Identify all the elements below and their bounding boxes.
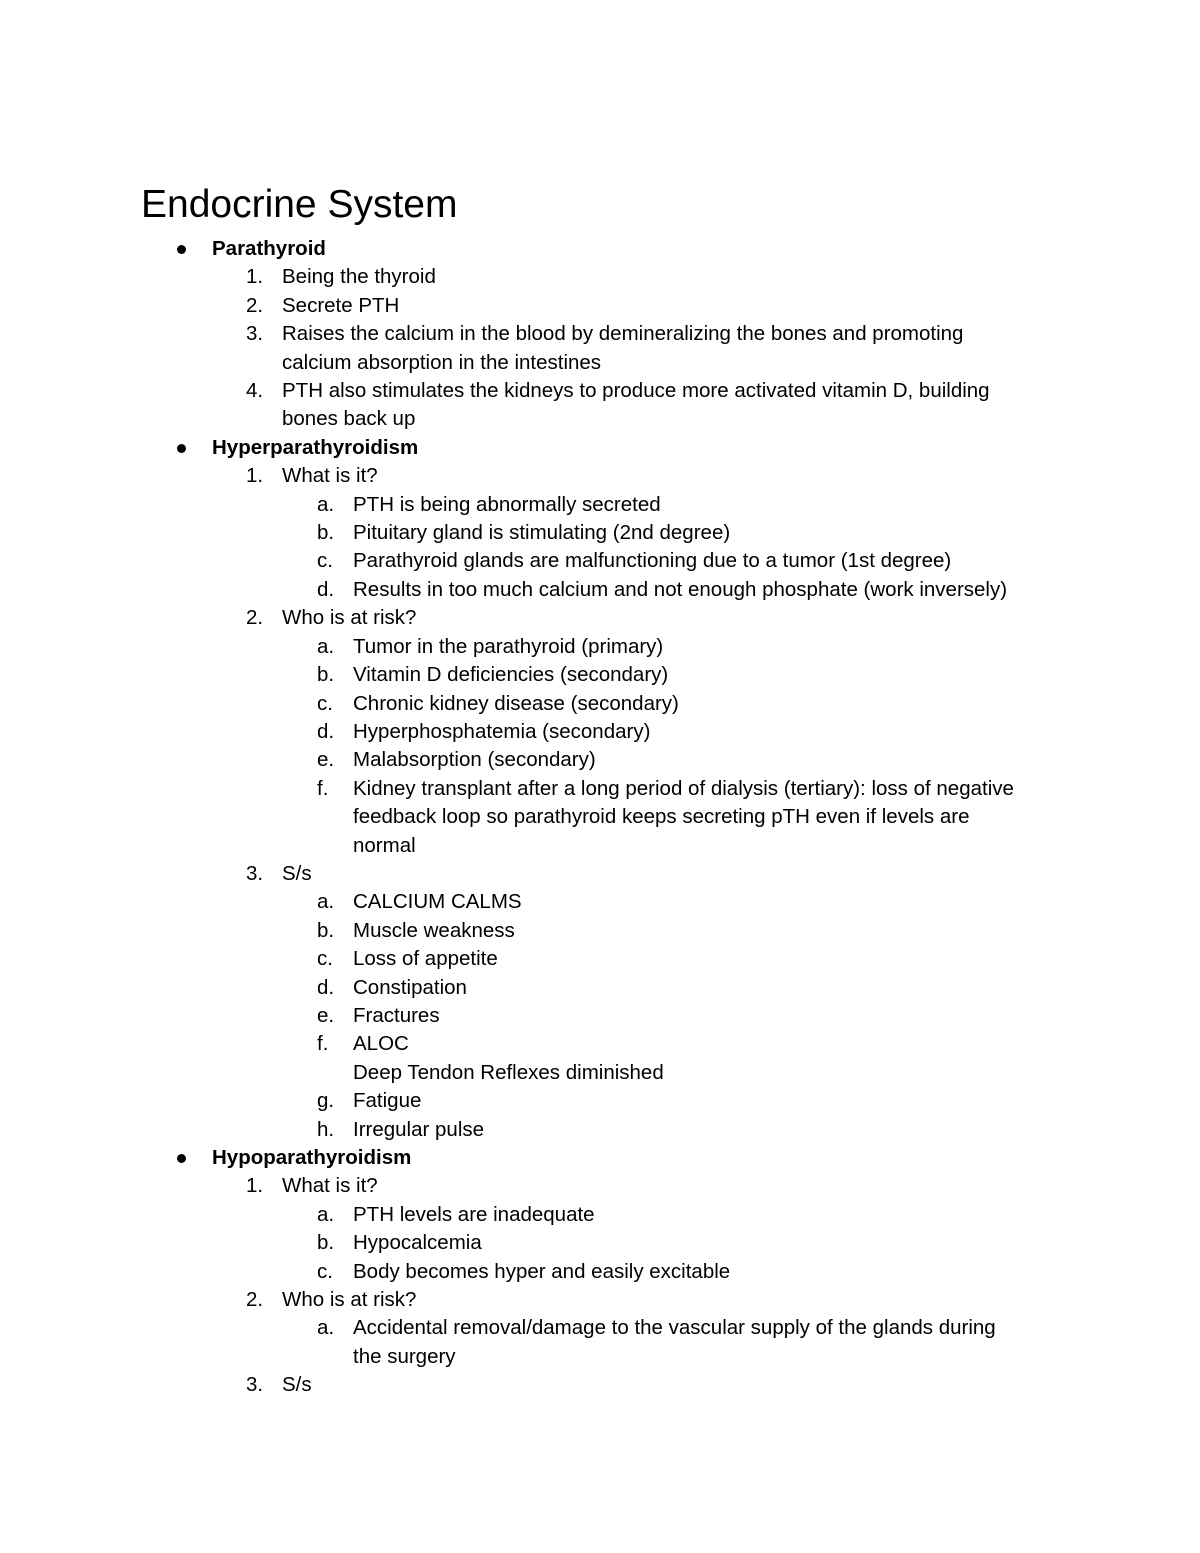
sub-list-item-line [0, 917, 1200, 945]
sub-list-item [0, 1314, 1200, 1371]
list-letter: h. [317, 1117, 335, 1141]
sub-list-item-text: feedback loop so parathyroid keeps secreting pTH even if levels are [353, 805, 970, 829]
list-item [0, 292, 1200, 320]
sub-list-item-line [0, 491, 1200, 519]
list-letter: b. [317, 918, 335, 942]
numbered-list [0, 462, 1200, 1144]
section-list [0, 235, 1200, 1400]
sub-list-item-line [0, 803, 1200, 831]
sub-list-item-line [0, 718, 1200, 746]
sub-list-item [0, 491, 1200, 519]
list-item [0, 320, 1200, 377]
sub-list-item [0, 917, 1200, 945]
list-item [0, 1371, 1200, 1399]
sub-list-item-text: Results in too much calcium and not enough phosphate (work inversely) [353, 577, 1008, 601]
bullet-icon [177, 444, 186, 453]
list-number: 3. [246, 1373, 264, 1397]
list-number: 4. [246, 379, 264, 403]
list-letter: c. [317, 947, 333, 971]
sub-list-item [0, 1030, 1200, 1087]
section [0, 235, 1200, 434]
list-letter: a. [317, 492, 335, 516]
sub-list-item-line [0, 1343, 1200, 1371]
list-number: 1. [246, 464, 264, 488]
section-heading [0, 434, 1200, 462]
list-letter: e. [317, 748, 335, 772]
list-item-line [0, 1172, 1200, 1200]
bullet-icon [177, 245, 186, 254]
sub-list-item-text: Tumor in the parathyroid (primary) [353, 634, 664, 658]
sub-list-item-text: Chronic kidney disease (secondary) [353, 691, 679, 715]
sub-list-item-text: Vitamin D deficiencies (secondary) [353, 663, 669, 687]
list-item [0, 263, 1200, 291]
sub-list-item-line [0, 1201, 1200, 1229]
list-letter: a. [317, 890, 335, 914]
list-item-line [0, 1286, 1200, 1314]
sub-list-item-line [0, 888, 1200, 916]
sub-list-item-text: CALCIUM CALMS [353, 890, 522, 914]
list-number: 1. [246, 265, 264, 289]
sub-list-item-line [0, 576, 1200, 604]
sub-list-item-text: the surgery [353, 1344, 456, 1368]
sub-list-item-text: Constipation [353, 975, 467, 999]
sub-list-item [0, 1002, 1200, 1030]
sub-list-item-text: Body becomes hyper and easily excitable [353, 1259, 731, 1283]
sub-list-item [0, 1229, 1200, 1257]
sub-list-item-text: Loss of appetite [353, 947, 498, 971]
section-heading-text: Parathyroid [212, 237, 326, 260]
sub-list-item-text: Hypocalcemia [353, 1231, 482, 1255]
list-item-line [0, 263, 1200, 291]
sub-list-item [0, 576, 1200, 604]
sub-list-item [0, 1258, 1200, 1286]
sub-list-item [0, 690, 1200, 718]
sub-list-item-line [0, 1116, 1200, 1144]
list-item-line [0, 462, 1200, 490]
list-letter: g. [317, 1089, 335, 1113]
sub-list-item-line [0, 974, 1200, 1002]
sub-list-item [0, 633, 1200, 661]
sub-list-item-line [0, 775, 1200, 803]
list-item-line [0, 405, 1200, 433]
list-item-text: What is it? [282, 1174, 378, 1198]
list-number: 2. [246, 1288, 264, 1312]
list-item [0, 377, 1200, 434]
lettered-list [0, 491, 1200, 605]
sub-list-item-line [0, 633, 1200, 661]
list-letter: b. [317, 663, 335, 687]
lettered-list [0, 1201, 1200, 1286]
list-item-text: S/s [282, 1373, 312, 1397]
sub-list-item-line [0, 547, 1200, 575]
list-letter: f. [317, 776, 329, 800]
sub-list-item-line [0, 945, 1200, 973]
sub-list-item-text: ALOC [353, 1032, 409, 1056]
list-item-line [0, 292, 1200, 320]
list-number: 2. [246, 293, 264, 317]
list-item-text: Being the thyroid [282, 265, 436, 289]
sub-list-item [0, 1201, 1200, 1229]
list-item [0, 604, 1200, 860]
section [0, 434, 1200, 1144]
section-heading [0, 235, 1200, 263]
list-letter: b. [317, 1231, 335, 1255]
numbered-list [0, 1172, 1200, 1399]
list-item-text: Secrete PTH [282, 293, 400, 317]
sub-list-item-text: Pituitary gland is stimulating (2nd degree) [353, 521, 731, 545]
section-heading-text: Hypoparathyroidism [212, 1146, 412, 1169]
list-item-text: Who is at risk? [282, 1288, 417, 1312]
sub-list-item [0, 1087, 1200, 1115]
section-heading [0, 1144, 1200, 1172]
sub-list-item [0, 547, 1200, 575]
sub-list-item-line [0, 690, 1200, 718]
list-letter: c. [317, 1259, 333, 1283]
list-number: 1. [246, 1174, 264, 1198]
list-item [0, 860, 1200, 1144]
list-letter: a. [317, 634, 335, 658]
page-title: Endocrine System [141, 183, 458, 226]
sub-list-item-text: Malabsorption (secondary) [353, 748, 596, 772]
sub-list-item-line [0, 1314, 1200, 1342]
list-item-line [0, 1371, 1200, 1399]
list-item-text: S/s [282, 861, 312, 885]
list-item-line [0, 377, 1200, 405]
sub-list-item-text: normal [353, 833, 416, 857]
list-letter: d. [317, 975, 335, 999]
list-letter: f. [317, 1032, 329, 1056]
list-item-text: Who is at risk? [282, 606, 417, 630]
list-item-text: What is it? [282, 464, 378, 488]
sub-list-item [0, 746, 1200, 774]
sub-list-item-text: Kidney transplant after a long period of dialysis (tertiary): loss of negative [353, 776, 1014, 800]
list-item-text: PTH also stimulates the kidneys to produce more activated vitamin D, building [282, 379, 990, 403]
list-item-line [0, 860, 1200, 888]
sub-list-item-text: Hyperphosphatemia (secondary) [353, 719, 651, 743]
sub-list-item-line [0, 1087, 1200, 1115]
sub-list-item-text: Irregular pulse [353, 1117, 485, 1141]
sub-list-item-line [0, 1030, 1200, 1058]
lettered-list [0, 888, 1200, 1144]
sub-list-item-text: Fractures [353, 1003, 440, 1027]
sub-list-item-line [0, 1059, 1200, 1087]
list-letter: e. [317, 1003, 335, 1027]
sub-list-item-line [0, 661, 1200, 689]
sub-list-item [0, 945, 1200, 973]
sub-list-item-line [0, 1258, 1200, 1286]
sub-list-item [0, 519, 1200, 547]
list-item-text: bones back up [282, 407, 416, 431]
sub-list-item [0, 974, 1200, 1002]
list-letter: c. [317, 549, 333, 573]
sub-list-item-text: Accidental removal/damage to the vascular supply of the glands during [353, 1316, 996, 1340]
sub-list-item-text: Parathyroid glands are malfunctioning due to a tumor (1st degree) [353, 549, 952, 573]
list-item-line [0, 320, 1200, 348]
list-item [0, 1172, 1200, 1286]
list-letter: c. [317, 691, 333, 715]
list-number: 3. [246, 861, 264, 885]
sub-list-item [0, 888, 1200, 916]
sub-list-item-text: PTH is being abnormally secreted [353, 492, 661, 516]
sub-list-item-line [0, 519, 1200, 547]
list-item-text: calcium absorption in the intestines [282, 350, 602, 374]
sub-list-item [0, 1116, 1200, 1144]
list-number: 3. [246, 322, 264, 346]
list-item-line [0, 604, 1200, 632]
sub-list-item-line [0, 832, 1200, 860]
list-letter: d. [317, 719, 335, 743]
lettered-list [0, 1314, 1200, 1371]
list-item [0, 1286, 1200, 1371]
sub-list-item-text: Muscle weakness [353, 918, 515, 942]
sub-list-item-text: PTH levels are inadequate [353, 1202, 595, 1226]
list-item-line [0, 349, 1200, 377]
sub-list-item-text: Deep Tendon Reflexes diminished [353, 1060, 664, 1084]
list-letter: a. [317, 1316, 335, 1340]
list-letter: a. [317, 1202, 335, 1226]
numbered-list [0, 263, 1200, 433]
sub-list-item [0, 775, 1200, 860]
list-item-text: Raises the calcium in the blood by demineralizing the bones and promoting [282, 322, 964, 346]
list-item [0, 462, 1200, 604]
sub-list-item-text: Fatigue [353, 1089, 422, 1113]
sub-list-item-line [0, 1229, 1200, 1257]
sub-list-item-line [0, 1002, 1200, 1030]
list-letter: d. [317, 577, 335, 601]
list-number: 2. [246, 606, 264, 630]
section [0, 1144, 1200, 1400]
sub-list-item [0, 718, 1200, 746]
sub-list-item-line [0, 746, 1200, 774]
bullet-icon [177, 1154, 186, 1163]
list-letter: b. [317, 521, 335, 545]
section-heading-text: Hyperparathyroidism [212, 435, 419, 459]
lettered-list [0, 633, 1200, 860]
sub-list-item [0, 661, 1200, 689]
